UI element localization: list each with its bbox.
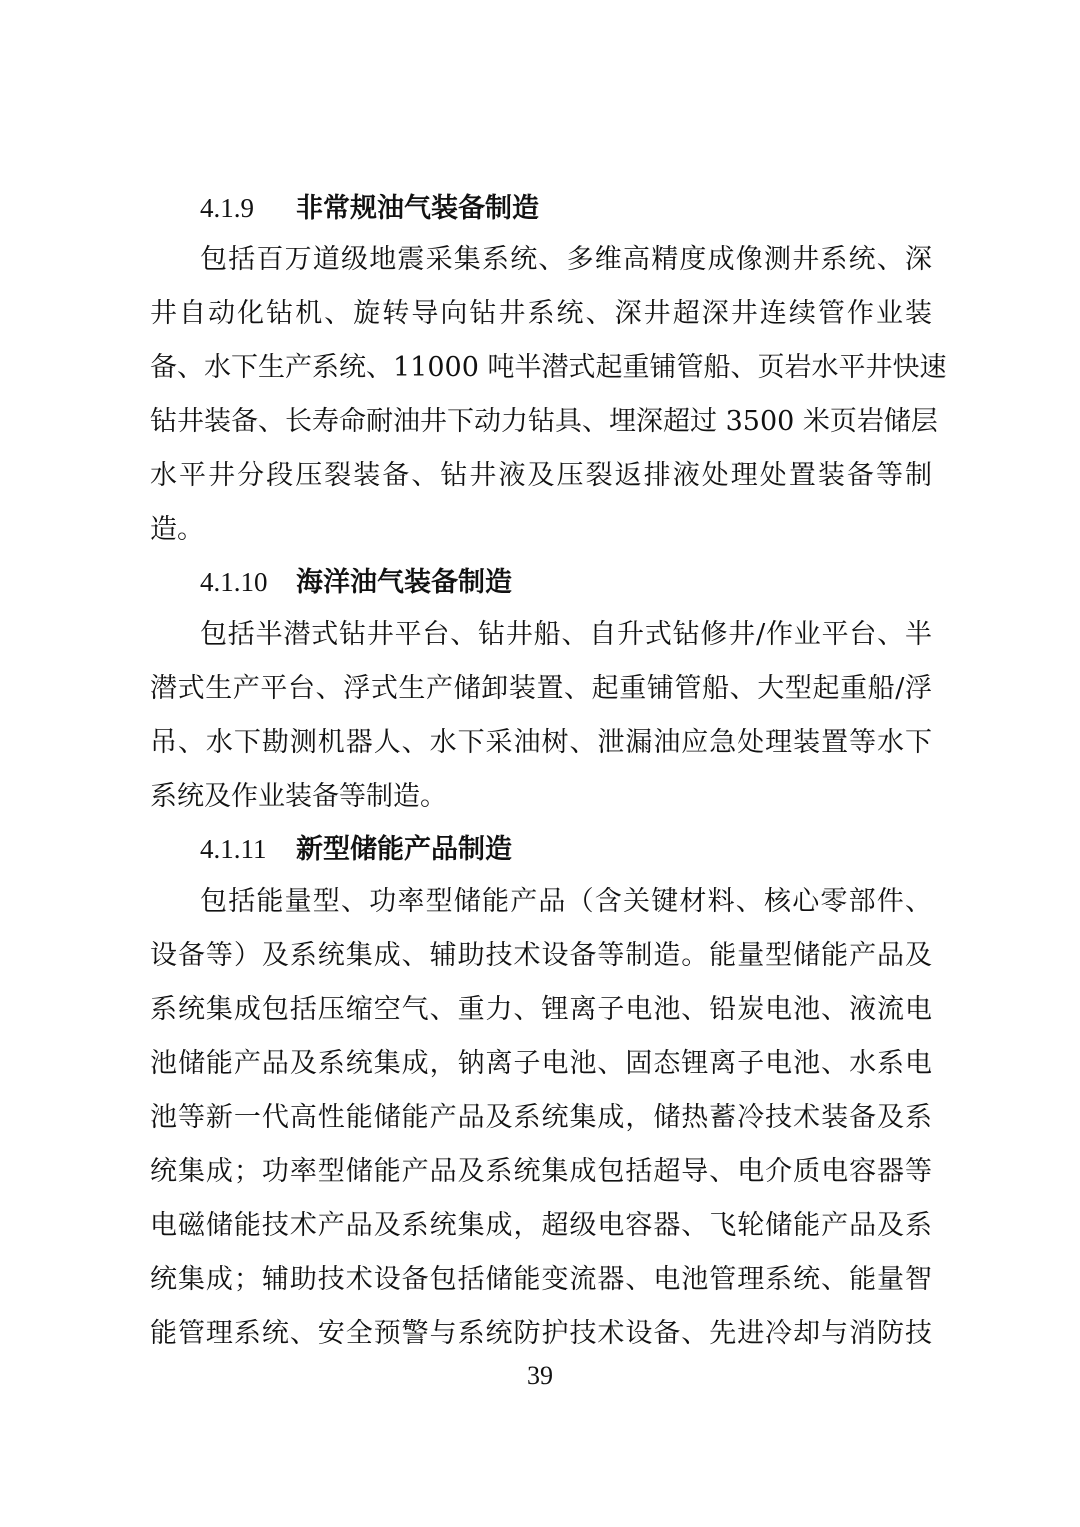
section-title: 非常规油气装备制造 xyxy=(296,193,539,224)
paragraph-line: 吊、水下勘测机器人、水下采油树、泄漏油应急处理装置等水下 xyxy=(150,727,932,758)
section-heading xyxy=(200,831,512,867)
paragraph-line: 统集成；功率型储能产品及系统集成包括超导、电介质电容器等 xyxy=(150,1156,932,1187)
paragraph-line: 备、水下生产系统、11000 吨半潜式起重铺管船、页岩水平井快速 xyxy=(150,352,947,383)
paragraph-line: 包括百万道级地震采集系统、多维高精度成像测井系统、深 xyxy=(200,244,932,275)
paragraph-line: 潜式生产平台、浮式生产储卸装置、起重铺管船、大型起重船/浮 xyxy=(150,673,932,704)
section-number: 4.1.11 xyxy=(200,834,267,864)
section-title: 新型储能产品制造 xyxy=(296,834,512,865)
section-heading xyxy=(200,564,512,600)
paragraph-line: 井自动化钻机、旋转导向钻井系统、深井超深井连续管作业装 xyxy=(150,298,932,329)
paragraph-line: 包括能量型、功率型储能产品（含关键材料、核心零部件、 xyxy=(200,886,932,917)
paragraph-line: 设备等）及系统集成、辅助技术设备等制造。能量型储能产品及 xyxy=(150,940,932,971)
paragraph-line: 池储能产品及系统集成，钠离子电池、固态锂离子电池、水系电 xyxy=(150,1048,932,1079)
paragraph-line: 系统集成包括压缩空气、重力、锂离子电池、铅炭电池、液流电 xyxy=(150,994,932,1025)
paragraph-line: 系统及作业装备等制造。 xyxy=(150,781,447,812)
section-heading xyxy=(200,190,539,226)
paragraph-line: 钻井装备、长寿命耐油井下动力钻具、埋深超过 3500 米页岩储层 xyxy=(150,406,938,437)
paragraph-line: 能管理系统、安全预警与系统防护技术设备、先进冷却与消防技 xyxy=(150,1318,932,1349)
section-title: 海洋油气装备制造 xyxy=(296,567,512,598)
section-number: 4.1.9 xyxy=(200,193,254,223)
page-number: 39 xyxy=(527,1361,553,1390)
paragraph-line: 水平井分段压裂装备、钻井液及压裂返排液处理处置装备等制 xyxy=(150,460,932,491)
paragraph-line: 电磁储能技术产品及系统集成，超级电容器、飞轮储能产品及系 xyxy=(150,1210,932,1241)
paragraph-line: 造。 xyxy=(150,514,204,545)
section-number: 4.1.10 xyxy=(200,567,268,597)
paragraph-line: 统集成；辅助技术设备包括储能变流器、电池管理系统、能量智 xyxy=(150,1264,932,1295)
paragraph-line: 包括半潜式钻井平台、钻井船、自升式钻修井/作业平台、半 xyxy=(200,619,932,650)
paragraph-line: 池等新一代高性能储能产品及系统集成，储热蓄冷技术装备及系 xyxy=(150,1102,932,1133)
